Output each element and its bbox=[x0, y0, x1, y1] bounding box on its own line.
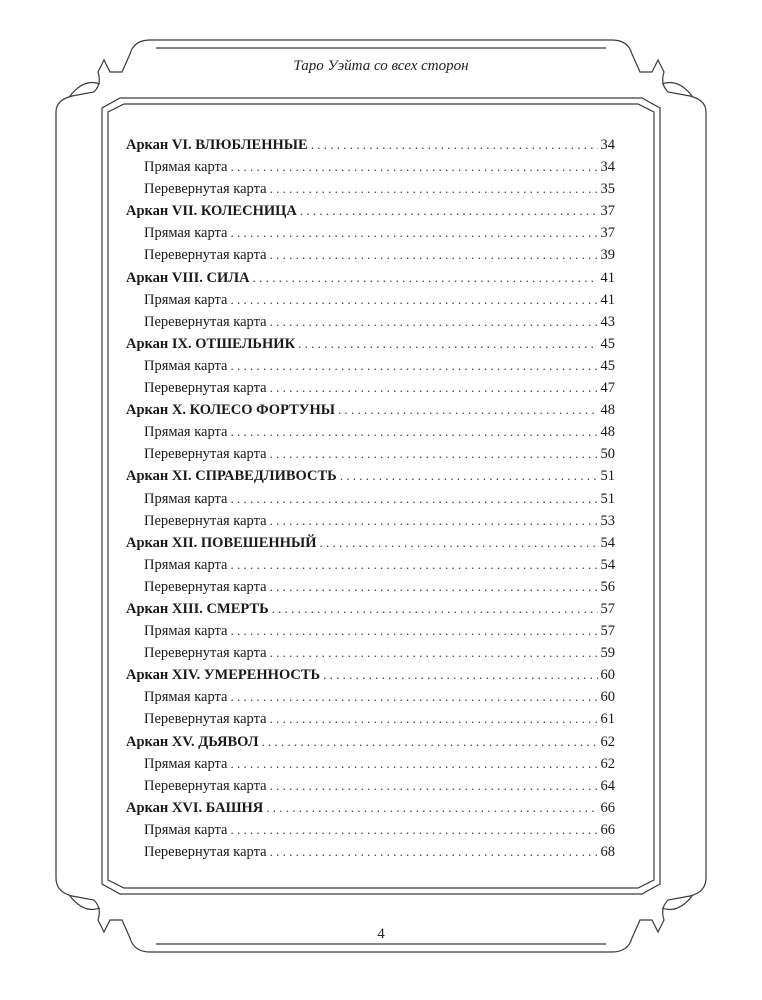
dot-leader bbox=[270, 775, 598, 797]
toc-subentry[interactable] bbox=[126, 443, 615, 465]
dot-leader bbox=[270, 244, 598, 266]
toc-chapter-entry[interactable] bbox=[126, 664, 615, 686]
toc-subentry[interactable] bbox=[126, 488, 615, 510]
toc-chapter-entry[interactable] bbox=[126, 532, 615, 554]
toc-subentry[interactable] bbox=[126, 775, 615, 797]
toc-subentry[interactable] bbox=[126, 576, 615, 598]
dot-leader bbox=[270, 178, 598, 200]
toc-entry-label: Аркан VII. КОЛЕСНИЦА bbox=[126, 203, 297, 220]
dot-leader bbox=[230, 222, 597, 244]
toc-chapter-entry[interactable] bbox=[126, 399, 615, 421]
toc-chapter-entry[interactable] bbox=[126, 200, 615, 222]
toc-entry-page: 61 bbox=[600, 711, 615, 728]
toc-chapter-entry[interactable] bbox=[126, 333, 615, 355]
toc-entry-page: 37 bbox=[600, 225, 615, 242]
toc-entry-page: 39 bbox=[600, 247, 615, 264]
toc-entry-label: Прямая карта bbox=[144, 490, 228, 507]
toc-entry-label: Прямая карта bbox=[144, 556, 228, 573]
dot-leader bbox=[340, 465, 598, 487]
dot-leader bbox=[230, 488, 597, 510]
dot-leader bbox=[298, 333, 597, 355]
toc-entry-label: Перевернутая карта bbox=[144, 313, 267, 330]
dot-leader bbox=[270, 311, 598, 333]
toc-subentry[interactable] bbox=[126, 642, 615, 664]
dot-leader bbox=[270, 841, 598, 863]
toc-entry-label: Аркан VIII. СИЛА bbox=[126, 269, 250, 286]
toc-entry-page: 51 bbox=[600, 468, 615, 485]
toc-entry-page: 68 bbox=[600, 844, 615, 860]
toc-entry-page: 57 bbox=[600, 623, 615, 640]
toc-entry-page: 66 bbox=[600, 799, 615, 816]
toc-subentry[interactable] bbox=[126, 421, 615, 443]
toc-subentry[interactable] bbox=[126, 222, 615, 244]
dot-leader bbox=[270, 443, 598, 465]
dot-leader bbox=[230, 620, 597, 642]
toc-subentry[interactable] bbox=[126, 841, 615, 863]
toc-entry-label: Перевернутая карта bbox=[144, 247, 267, 264]
toc-subentry[interactable] bbox=[126, 289, 615, 311]
dot-leader bbox=[323, 664, 597, 686]
toc-subentry[interactable] bbox=[126, 753, 615, 775]
dot-leader bbox=[230, 289, 597, 311]
dot-leader bbox=[270, 377, 598, 399]
dot-leader bbox=[262, 731, 598, 753]
toc-entry-label: Перевернутая карта bbox=[144, 446, 267, 463]
toc-entry-page: 50 bbox=[600, 446, 615, 463]
toc-entry-page: 47 bbox=[600, 380, 615, 397]
toc-entry-page: 37 bbox=[600, 203, 615, 220]
dot-leader bbox=[230, 156, 597, 178]
dot-leader bbox=[300, 200, 598, 222]
toc-entry-label: Прямая карта bbox=[144, 291, 228, 308]
toc-entry-page: 54 bbox=[600, 556, 615, 573]
toc-chapter-entry[interactable] bbox=[126, 134, 615, 156]
dot-leader bbox=[230, 819, 597, 841]
dot-leader bbox=[253, 267, 598, 289]
toc-subentry[interactable] bbox=[126, 244, 615, 266]
toc-entry-page: 56 bbox=[600, 578, 615, 595]
toc-entry-label: Аркан XIV. УМЕРЕННОСТЬ bbox=[126, 667, 321, 684]
toc-subentry[interactable] bbox=[126, 554, 615, 576]
dot-leader bbox=[230, 421, 597, 443]
toc-entry-label: Прямая карта bbox=[144, 623, 228, 640]
dot-leader bbox=[270, 642, 598, 664]
dot-leader bbox=[230, 686, 597, 708]
toc-entry-page: 60 bbox=[600, 667, 615, 684]
toc-entry-page: 57 bbox=[600, 600, 615, 617]
toc-entry-page: 60 bbox=[600, 689, 615, 706]
toc-entry-label: Аркан VI. ВЛЮБЛЕННЫЕ bbox=[126, 137, 308, 153]
toc-entry-label: Прямая карта bbox=[144, 357, 228, 374]
dot-leader bbox=[270, 708, 598, 730]
toc-subentry[interactable] bbox=[126, 178, 615, 200]
toc-entry-page: 64 bbox=[600, 777, 615, 794]
toc-entry-page: 41 bbox=[600, 269, 615, 286]
toc-entry-page: 35 bbox=[600, 181, 615, 198]
toc-entry-label: Прямая карта bbox=[144, 159, 228, 176]
toc-subentry[interactable] bbox=[126, 377, 615, 399]
toc-entry-label: Прямая карта bbox=[144, 225, 228, 242]
toc-entry-label: Аркан XVI. БАШНЯ bbox=[126, 799, 264, 816]
toc-entry-page: 62 bbox=[600, 733, 615, 750]
toc-subentry[interactable] bbox=[126, 819, 615, 841]
toc-entry-label: Аркан XIII. СМЕРТЬ bbox=[126, 600, 269, 617]
toc-entry-page: 59 bbox=[600, 645, 615, 662]
dot-leader bbox=[272, 598, 598, 620]
toc-subentry[interactable] bbox=[126, 686, 615, 708]
page-number: 4 bbox=[377, 926, 385, 942]
toc-entry-label: Прямая карта bbox=[144, 821, 228, 838]
toc-entry-page: 48 bbox=[600, 424, 615, 441]
dot-leader bbox=[338, 399, 598, 421]
toc-entry-page: 45 bbox=[600, 357, 615, 374]
toc-entry-label: Аркан XV. ДЬЯВОЛ bbox=[126, 733, 259, 750]
toc-entry-label: Прямая карта bbox=[144, 689, 228, 706]
toc-entry-label: Аркан XII. ПОВЕШЕННЫЙ bbox=[126, 534, 317, 551]
toc-subentry[interactable] bbox=[126, 311, 615, 333]
toc-entry-page: 48 bbox=[600, 402, 615, 419]
toc-entry-label: Перевернутая карта bbox=[144, 380, 267, 397]
dot-leader bbox=[266, 797, 597, 819]
toc-entry-page: 41 bbox=[600, 291, 615, 308]
dot-leader bbox=[311, 134, 598, 156]
table-of-contents bbox=[126, 134, 615, 863]
toc-entry-page: 62 bbox=[600, 755, 615, 772]
toc-entry-page: 34 bbox=[600, 159, 615, 176]
toc-entry-label: Прямая карта bbox=[144, 424, 228, 441]
toc-chapter-entry[interactable] bbox=[126, 797, 615, 819]
toc-entry-page: 54 bbox=[600, 534, 615, 551]
toc-entry-label: Перевернутая карта bbox=[144, 844, 267, 860]
toc-entry-label: Перевернутая карта bbox=[144, 711, 267, 728]
toc-chapter-entry[interactable] bbox=[126, 267, 615, 289]
dot-leader bbox=[270, 510, 598, 532]
toc-chapter-entry[interactable] bbox=[126, 598, 615, 620]
toc-entry-page: 45 bbox=[600, 335, 615, 352]
toc-subentry[interactable] bbox=[126, 510, 615, 532]
toc-entry-page: 43 bbox=[600, 313, 615, 330]
toc-entry-label: Перевернутая карта bbox=[144, 645, 267, 662]
dot-leader bbox=[230, 355, 597, 377]
dot-leader bbox=[230, 753, 597, 775]
toc-entry-label: Аркан X. КОЛЕСО ФОРТУНЫ bbox=[126, 402, 335, 419]
toc-entry-label: Прямая карта bbox=[144, 755, 228, 772]
toc-chapter-entry[interactable] bbox=[126, 465, 615, 487]
toc-entry-page: 53 bbox=[600, 512, 615, 529]
toc-entry-label: Перевернутая карта bbox=[144, 512, 267, 529]
toc-entry-label: Аркан XI. СПРАВЕДЛИВОСТЬ bbox=[126, 468, 337, 485]
dot-leader bbox=[270, 576, 598, 598]
toc-entry-page: 66 bbox=[600, 821, 615, 838]
toc-entry-label: Перевернутая карта bbox=[144, 578, 267, 595]
toc-entry-page: 51 bbox=[600, 490, 615, 507]
running-title: Таро Уэйта со всех сторон bbox=[293, 58, 469, 74]
toc-chapter-entry[interactable] bbox=[126, 731, 615, 753]
dot-leader bbox=[230, 554, 597, 576]
toc-entry-page: 34 bbox=[600, 137, 615, 153]
toc-entry-label: Перевернутая карта bbox=[144, 777, 267, 794]
toc-entry-label: Аркан IX. ОТШЕЛЬНИК bbox=[126, 335, 296, 352]
toc-entry-label: Перевернутая карта bbox=[144, 181, 267, 198]
toc-subentry[interactable] bbox=[126, 156, 615, 178]
toc-subentry[interactable] bbox=[126, 620, 615, 642]
dot-leader bbox=[319, 532, 597, 554]
toc-subentry[interactable] bbox=[126, 355, 615, 377]
toc-subentry[interactable] bbox=[126, 708, 615, 730]
